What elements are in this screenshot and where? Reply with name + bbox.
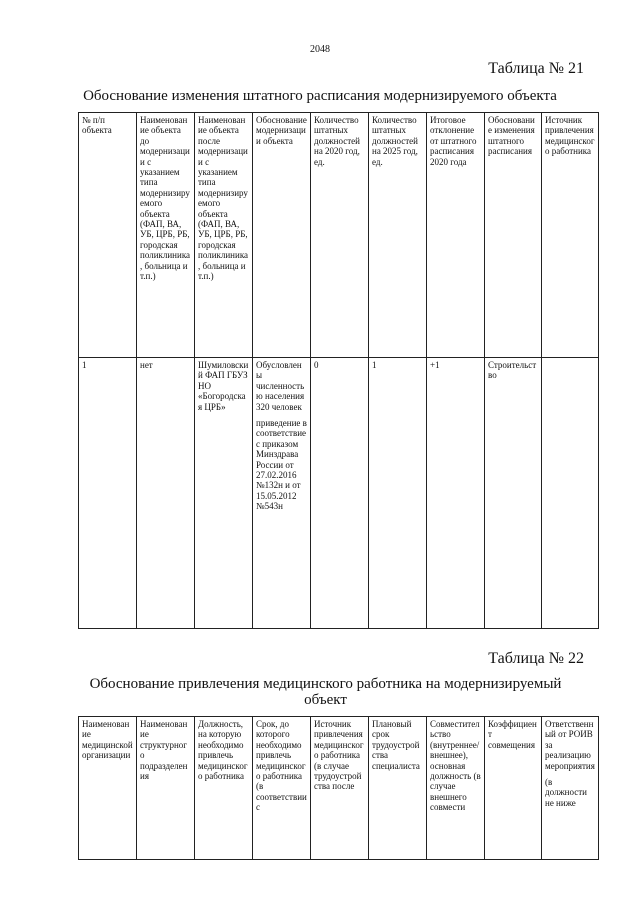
table-21-header-cell: Наименование объекта до модернизации с указанием типа модернизируемого объекта (ФАП, ВА, УБ, ЦРБ, РБ, городская поликлиника, больница и т.п.): [137, 113, 195, 358]
justification-paragraph-1: Обусловлены численностью населения 320 человек: [256, 360, 305, 412]
table-21-header-cell: Количество штатных должностей на 2025 год, ед.: [369, 113, 427, 358]
table-cell-source: [542, 358, 599, 629]
table-cell-count-2025: 1: [369, 358, 427, 629]
table-cell-count-2020: 0: [311, 358, 369, 629]
table-21: [78, 112, 599, 629]
table-22-header-cell: Наименование структурного подразделения: [137, 717, 195, 860]
table-22-title: Обоснование привлечения медицинского работника на модернизируемый объект: [89, 676, 562, 708]
table-row: [79, 358, 599, 629]
table-21-header-cell: Обоснование модернизации объекта: [253, 113, 311, 358]
table-22-header-cell: Коэффициент совмещения: [485, 717, 542, 860]
table-cell-number: 1: [79, 358, 137, 629]
responsible-header-line-2: (в должности не ниже: [545, 777, 587, 808]
table-21-header-cell: Итоговое отклонение от штатного расписания 2020 года: [427, 113, 485, 358]
table-cell-after: Шумиловский ФАП ГБУЗ НО «Богородская ЦРБ»: [195, 358, 253, 629]
table-22-header-cell: Плановый срок трудоустройства специалиста: [369, 717, 427, 860]
table-22-header-row: [79, 717, 599, 860]
table-22-header-cell: Наименование медицинской организации: [79, 717, 137, 860]
table-22-header-cell: [542, 717, 599, 860]
table-22-header-cell: Источник привлечения медицинского работника (в случае трудоустройства после: [311, 717, 369, 860]
table-cell-justification: [253, 358, 311, 629]
table-cell-deviation: +1: [427, 358, 485, 629]
table-21-label: Таблица № 21: [488, 60, 584, 77]
responsible-header-line-1: Ответственный от РОИВ за реализацию мероприятия: [545, 719, 595, 771]
table-22-label: Таблица № 22: [488, 650, 584, 667]
table-22-header-cell: Совместительство (внутреннее/внешнее), основная должность (в случае внешнего совмести: [427, 717, 485, 860]
table-21-title: Обоснование изменения штатного расписания модернизируемого объекта: [83, 88, 557, 104]
table-22-header-cell: Должность, на которую необходимо привлечь медицинского работника: [195, 717, 253, 860]
table-21-header-row: [79, 113, 599, 358]
justification-paragraph-2: приведение в соответствие с приказом Минздрава России от 27.02.2016 №132н и от 15.05.2012 №543н: [256, 418, 307, 512]
table-cell-before: нет: [137, 358, 195, 629]
table-21-header-cell: Источник привлечения медицинского работника: [542, 113, 599, 358]
table-cell-reason: Строительство: [485, 358, 542, 629]
table-22-header-cell: Срок, до которого необходимо привлечь медицинского работника (в соответствии с: [253, 717, 311, 860]
table-22: [78, 716, 599, 860]
table-21-header-cell: № п/п объекта: [79, 113, 137, 358]
table-21-header-cell: Количество штатных должностей на 2020 год, ед.: [311, 113, 369, 358]
table-21-header-cell: Обоснование изменения штатного расписания: [485, 113, 542, 358]
page-number: 2048: [310, 44, 330, 55]
table-21-header-cell: Наименование объекта после модернизации с указанием типа модернизируемого объекта (ФАП, ВА, УБ, ЦРБ, РБ, городская поликлиника, больница и т.п.): [195, 113, 253, 358]
